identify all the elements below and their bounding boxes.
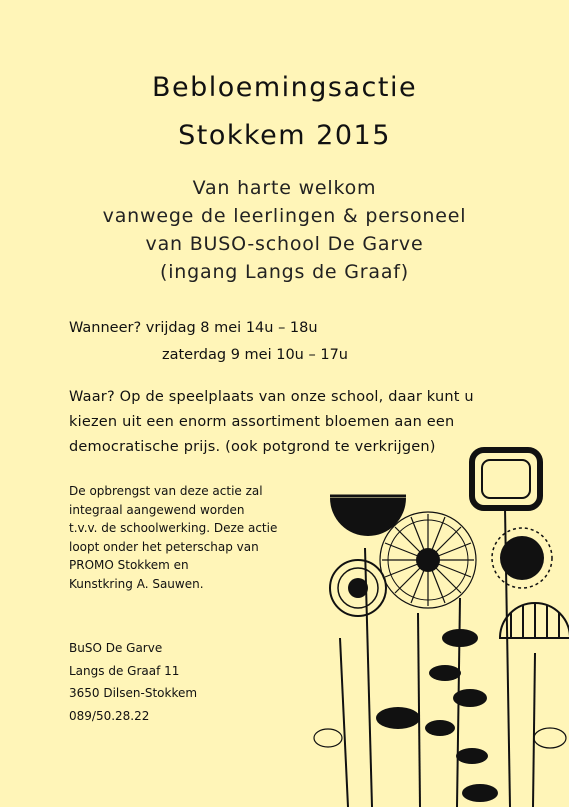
title-line-2: Stokkem 2015 (178, 120, 391, 151)
proceeds-line: PROMO Stokkem en (69, 558, 189, 573)
when-label: Wanneer? (69, 320, 142, 336)
when-row-1 (69, 315, 348, 342)
proceeds-line: integraal aangewend worden (69, 502, 245, 517)
address-line: 089/50.28.22 (69, 708, 150, 723)
title-line-1: Bebloemingsactie (151, 72, 418, 103)
welcome-line: Van harte welkom (192, 177, 377, 199)
address-line: BuSO De Garve (69, 641, 163, 655)
when-day-2: zaterdag 9 mei 10u – 17u (162, 347, 348, 363)
welcome-line: (ingang Langs de Graaf) (160, 261, 409, 283)
welcome-block (0, 174, 569, 286)
where-line: democratische prijs. (ook potgrond te verkrijgen) (69, 439, 436, 455)
proceeds-block (69, 482, 339, 594)
address-block (69, 637, 197, 727)
where-line: kiezen uit een enorm assortiment bloemen aan een (69, 414, 455, 430)
address-line: Langs de Graaf 11 (69, 663, 180, 678)
when-block (69, 315, 348, 369)
when-day-1: vrijdag 8 mei 14u – 18u (145, 320, 318, 336)
flower-illustration-icon (310, 438, 569, 807)
proceeds-line: t.v.v. de schoolwerking. Deze actie (69, 521, 278, 536)
address-line: 3650 Dilsen-Stokkem (69, 686, 198, 700)
welcome-line: van BUSO-school De Garve (145, 233, 424, 255)
proceeds-line: Kunstkring A. Sauwen. (69, 576, 204, 591)
welcome-line: vanwege de leerlingen & personeel (102, 205, 467, 227)
proceeds-line: De opbrengst van deze actie zal (69, 484, 263, 498)
proceeds-line: loopt onder het peterschap van (69, 539, 259, 554)
where-line: Waar? Op de speelplaats van onze school, daar kunt u (69, 389, 474, 405)
